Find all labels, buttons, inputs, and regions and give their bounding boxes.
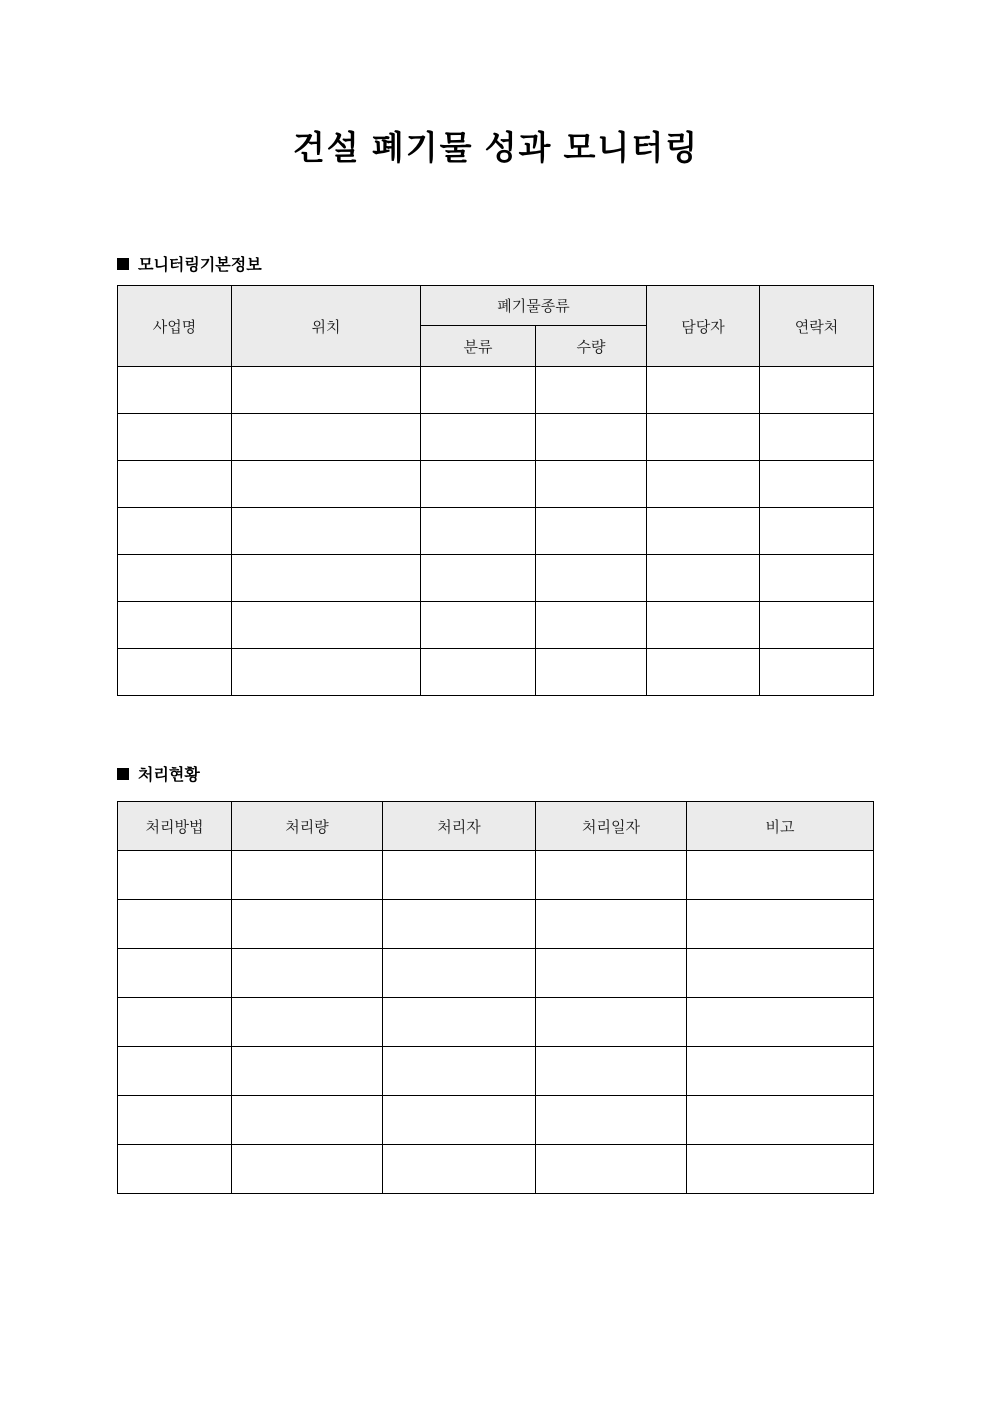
- cell-amount[interactable]: [232, 1047, 383, 1096]
- cell-manager[interactable]: [647, 414, 760, 461]
- column-header-contact: 연락처: [760, 286, 874, 367]
- cell-contact[interactable]: [760, 367, 874, 414]
- table-row: [118, 414, 874, 461]
- cell-date[interactable]: [536, 1096, 687, 1145]
- column-header-waste-quantity: 수량: [536, 326, 647, 367]
- cell-contact[interactable]: [760, 602, 874, 649]
- cell-method[interactable]: [118, 851, 232, 900]
- cell-remarks[interactable]: [687, 900, 874, 949]
- cell-waste-quantity[interactable]: [536, 367, 647, 414]
- cell-contact[interactable]: [760, 555, 874, 602]
- cell-manager[interactable]: [647, 508, 760, 555]
- cell-location[interactable]: [232, 461, 421, 508]
- table-row: [118, 949, 874, 998]
- cell-method[interactable]: [118, 998, 232, 1047]
- cell-manager[interactable]: [647, 602, 760, 649]
- column-header-location: 위치: [232, 286, 421, 367]
- cell-date[interactable]: [536, 1145, 687, 1194]
- cell-project-name[interactable]: [118, 414, 232, 461]
- section-heading-basic-info: [117, 252, 262, 275]
- cell-contact[interactable]: [760, 461, 874, 508]
- cell-processor[interactable]: [383, 1096, 536, 1145]
- table-row: [118, 1047, 874, 1096]
- table-row: [118, 851, 874, 900]
- cell-project-name[interactable]: [118, 649, 232, 696]
- cell-method[interactable]: [118, 949, 232, 998]
- cell-date[interactable]: [536, 851, 687, 900]
- cell-contact[interactable]: [760, 508, 874, 555]
- cell-project-name[interactable]: [118, 508, 232, 555]
- cell-amount[interactable]: [232, 900, 383, 949]
- table-row: [118, 461, 874, 508]
- column-header-amount: 처리량: [232, 802, 383, 851]
- page-title: 건설 폐기물 성과 모니터링: [292, 129, 700, 166]
- section-heading-process-status: [117, 762, 200, 785]
- cell-manager[interactable]: [647, 461, 760, 508]
- cell-waste-quantity[interactable]: [536, 508, 647, 555]
- section-heading-label: 모니터링기본정보: [138, 257, 262, 274]
- cell-location[interactable]: [232, 367, 421, 414]
- basic-info-table-header: [118, 286, 874, 367]
- cell-project-name[interactable]: [118, 461, 232, 508]
- cell-remarks[interactable]: [687, 1047, 874, 1096]
- cell-processor[interactable]: [383, 998, 536, 1047]
- cell-manager[interactable]: [647, 555, 760, 602]
- cell-project-name[interactable]: [118, 602, 232, 649]
- cell-method[interactable]: [118, 1145, 232, 1194]
- column-header-waste-category: 분류: [421, 326, 536, 367]
- cell-waste-quantity[interactable]: [536, 649, 647, 696]
- cell-amount[interactable]: [232, 949, 383, 998]
- cell-processor[interactable]: [383, 851, 536, 900]
- cell-remarks[interactable]: [687, 851, 874, 900]
- cell-processor[interactable]: [383, 949, 536, 998]
- cell-location[interactable]: [232, 649, 421, 696]
- cell-location[interactable]: [232, 414, 421, 461]
- column-header-manager: 담당자: [647, 286, 760, 367]
- cell-contact[interactable]: [760, 414, 874, 461]
- square-bullet-icon: [117, 258, 129, 270]
- cell-processor[interactable]: [383, 1047, 536, 1096]
- cell-date[interactable]: [536, 949, 687, 998]
- cell-waste-category[interactable]: [421, 367, 536, 414]
- cell-processor[interactable]: [383, 900, 536, 949]
- table-row: [118, 508, 874, 555]
- cell-manager[interactable]: [647, 649, 760, 696]
- cell-waste-quantity[interactable]: [536, 555, 647, 602]
- cell-waste-category[interactable]: [421, 508, 536, 555]
- table-row: [118, 900, 874, 949]
- basic-info-table: [117, 285, 874, 696]
- table-row: [118, 1145, 874, 1194]
- cell-waste-category[interactable]: [421, 649, 536, 696]
- table-row: [118, 1096, 874, 1145]
- cell-waste-quantity[interactable]: [536, 461, 647, 508]
- column-header-remarks: 비고: [687, 802, 874, 851]
- cell-waste-category[interactable]: [421, 602, 536, 649]
- section-heading-label: 처리현황: [138, 767, 200, 784]
- table-row: [118, 649, 874, 696]
- cell-processor[interactable]: [383, 1145, 536, 1194]
- cell-contact[interactable]: [760, 649, 874, 696]
- table-row: [118, 602, 874, 649]
- cell-date[interactable]: [536, 900, 687, 949]
- table-row: [118, 998, 874, 1047]
- square-bullet-icon: [117, 768, 129, 780]
- cell-amount[interactable]: [232, 1096, 383, 1145]
- cell-location[interactable]: [232, 602, 421, 649]
- basic-info-table-body: [118, 367, 874, 696]
- process-status-table: [117, 801, 874, 1194]
- process-status-table-body: [118, 851, 874, 1194]
- cell-waste-category[interactable]: [421, 461, 536, 508]
- column-header-project-name: 사업명: [118, 286, 232, 367]
- cell-date[interactable]: [536, 998, 687, 1047]
- cell-amount[interactable]: [232, 998, 383, 1047]
- cell-location[interactable]: [232, 508, 421, 555]
- cell-remarks[interactable]: [687, 998, 874, 1047]
- cell-waste-category[interactable]: [421, 555, 536, 602]
- table-header-row: [118, 802, 874, 851]
- column-header-waste-type-group: 폐기물종류: [421, 286, 647, 326]
- column-header-processor: 처리자: [383, 802, 536, 851]
- cell-remarks[interactable]: [687, 949, 874, 998]
- cell-method[interactable]: [118, 1096, 232, 1145]
- column-header-date: 처리일자: [536, 802, 687, 851]
- table-header-row-1: [118, 286, 874, 326]
- table-row: [118, 555, 874, 602]
- column-header-method: 처리방법: [118, 802, 232, 851]
- table-row: [118, 367, 874, 414]
- cell-method[interactable]: [118, 900, 232, 949]
- cell-waste-quantity[interactable]: [536, 602, 647, 649]
- cell-waste-category[interactable]: [421, 414, 536, 461]
- cell-waste-quantity[interactable]: [536, 414, 647, 461]
- cell-project-name[interactable]: [118, 555, 232, 602]
- cell-method[interactable]: [118, 1047, 232, 1096]
- process-status-table-header: [118, 802, 874, 851]
- cell-remarks[interactable]: [687, 1096, 874, 1145]
- cell-project-name[interactable]: [118, 367, 232, 414]
- cell-manager[interactable]: [647, 367, 760, 414]
- cell-location[interactable]: [232, 555, 421, 602]
- cell-date[interactable]: [536, 1047, 687, 1096]
- cell-amount[interactable]: [232, 1145, 383, 1194]
- cell-amount[interactable]: [232, 851, 383, 900]
- cell-remarks[interactable]: [687, 1145, 874, 1194]
